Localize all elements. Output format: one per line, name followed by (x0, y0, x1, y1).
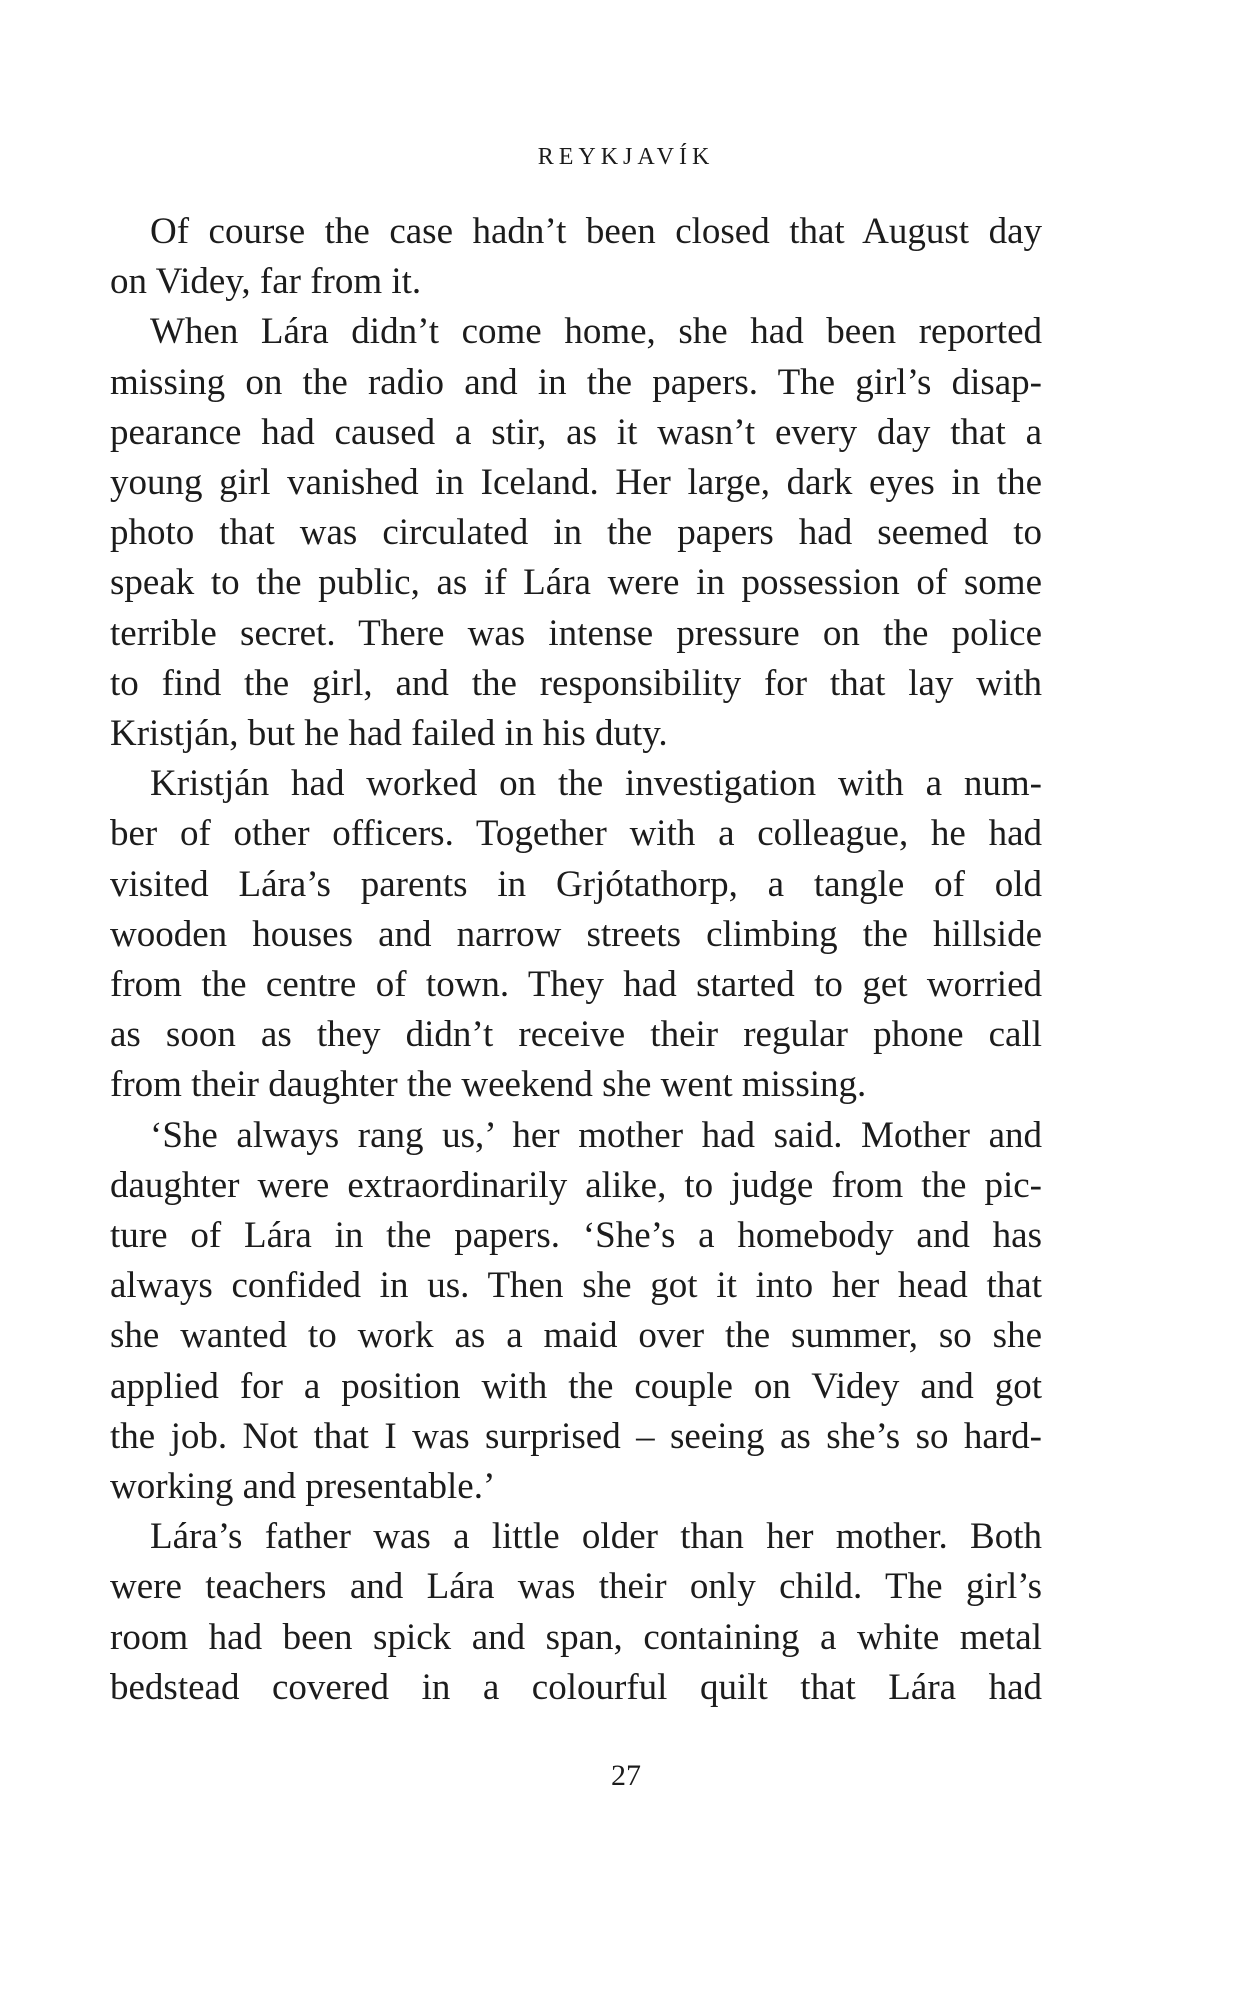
running-head: REYKJAVÍK (537, 144, 715, 170)
paragraph (110, 1512, 1042, 1713)
text-line: pearance had caused a stir, as it wasn’t every day that a (110, 411, 1042, 453)
text-line: room had been spick and span, containing a white metal (110, 1616, 1042, 1658)
text-line: ber of other officers. Together with a colleague, he had (110, 813, 1042, 855)
text-line: When Lára didn’t come home, she had been reported (150, 311, 1042, 353)
text-line: missing on the radio and in the papers. The girl’s disap- (110, 361, 1042, 403)
text-line: Of course the case hadn’t been closed that August day (150, 211, 1042, 252)
text-line: daughter were extraordinarily alike, to judge from the pic- (110, 1164, 1042, 1206)
page-number: 27 (611, 1759, 641, 1792)
text-line: visited Lára’s parents in Grjótathorp, a tangle of old (110, 863, 1042, 905)
text-line: Lára’s father was a little older than her mother. Both (150, 1516, 1042, 1558)
paragraph (110, 759, 1042, 1110)
text-line: ‘She always rang us,’ her mother had said. Mother and (150, 1114, 1042, 1156)
text-line: speak to the public, as if Lára were in possession of some (110, 562, 1042, 604)
text-line: from the centre of town. They had started to get worried (110, 964, 1042, 1006)
text-line: always confided in us. Then she got it into her head that (110, 1265, 1042, 1307)
text-line: Kristján, but he had failed in his duty. (110, 713, 668, 755)
text-line: ture of Lára in the papers. ‘She’s a homebody and has (110, 1215, 1042, 1257)
text-line: bedstead covered in a colourful quilt that Lára had (110, 1666, 1042, 1708)
text-line: to find the girl, and the responsibility for that lay with (110, 662, 1042, 704)
paragraph (110, 1111, 1042, 1513)
text-line: working and presentable.’ (110, 1466, 496, 1508)
text-line: from their daughter the weekend she went missing. (110, 1064, 867, 1106)
text-line: wooden houses and narrow streets climbing the hillside (110, 913, 1042, 955)
text-line: she wanted to work as a maid over the summer, so she (110, 1315, 1042, 1357)
paragraph (110, 207, 1042, 307)
text-line: were teachers and Lára was their only child. The girl’s (110, 1566, 1042, 1608)
text-line: terrible secret. There was intense pressure on the police (110, 612, 1042, 654)
body-text (110, 207, 1042, 1713)
text-line: the job. Not that I was surprised – seeing as she’s so hard- (110, 1415, 1042, 1457)
text-line: Kristján had worked on the investigation with a num- (150, 763, 1042, 805)
paragraph (110, 307, 1042, 759)
text-line: as soon as they didn’t receive their regular phone call (110, 1014, 1042, 1056)
text-line: on Videy, far from it. (110, 261, 422, 303)
text-line: applied for a position with the couple on Videy and got (110, 1365, 1042, 1407)
text-line: photo that was circulated in the papers had seemed to (110, 512, 1042, 554)
text-line: young girl vanished in Iceland. Her large, dark eyes in the (110, 462, 1042, 504)
